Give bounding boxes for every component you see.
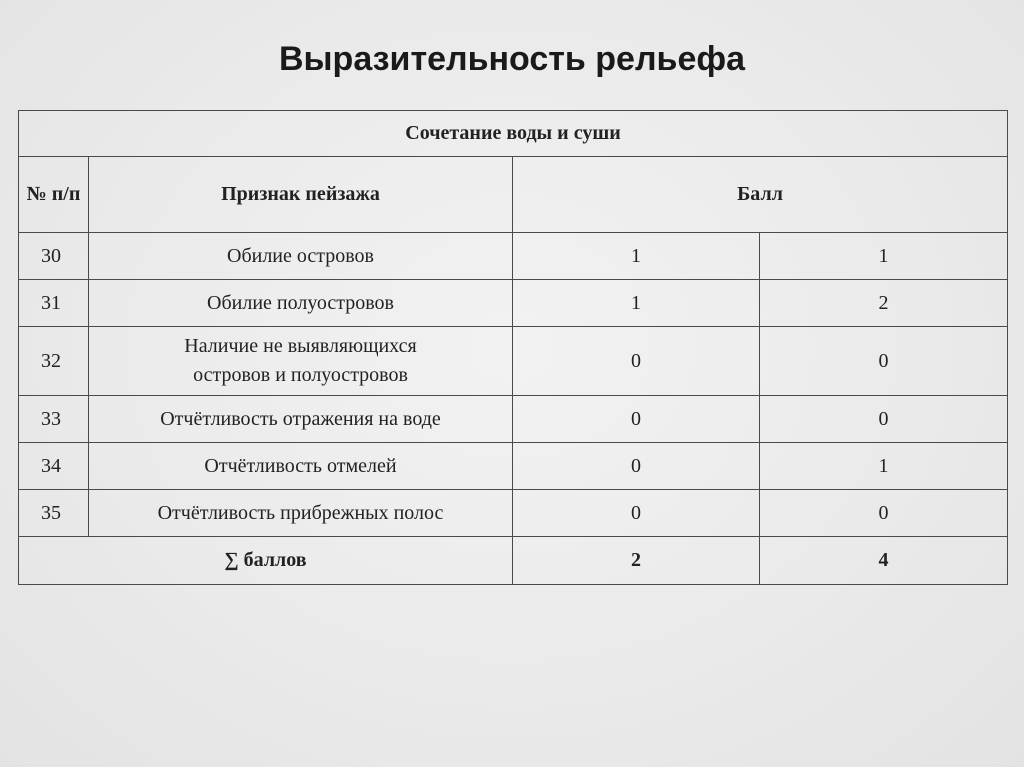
table-row bbox=[19, 490, 1008, 537]
row-number: 32 bbox=[19, 327, 89, 396]
column-header-number: № п/п bbox=[19, 157, 89, 233]
row-score-1: 0 bbox=[513, 327, 760, 396]
row-score-2: 2 bbox=[760, 280, 1008, 327]
section-header-row bbox=[19, 111, 1008, 157]
row-score-2: 1 bbox=[760, 443, 1008, 490]
row-number: 30 bbox=[19, 233, 89, 280]
row-score-1: 0 bbox=[513, 490, 760, 537]
row-number: 33 bbox=[19, 396, 89, 443]
row-score-2: 1 bbox=[760, 233, 1008, 280]
slide-title: Выразительность рельефа bbox=[278, 40, 746, 78]
row-feature: Отчётливость отмелей bbox=[89, 443, 513, 490]
row-score-2: 0 bbox=[760, 327, 1008, 396]
total-score-2: 4 bbox=[760, 537, 1008, 585]
row-feature: Отчётливость прибрежных полос bbox=[89, 490, 513, 537]
row-feature: Отчётливость отражения на воде bbox=[89, 396, 513, 443]
row-score-1: 1 bbox=[513, 233, 760, 280]
row-feature: Обилие островов bbox=[89, 233, 513, 280]
total-score-1: 2 bbox=[513, 537, 760, 585]
table-row bbox=[19, 327, 1008, 396]
column-header-score: Балл bbox=[513, 157, 1008, 233]
table-row bbox=[19, 396, 1008, 443]
table-row bbox=[19, 280, 1008, 327]
column-header-feature: Признак пейзажа bbox=[89, 157, 513, 233]
column-header-row bbox=[19, 157, 1008, 233]
landscape-scores-table bbox=[18, 110, 1008, 585]
row-score-2: 0 bbox=[760, 396, 1008, 443]
row-score-1: 0 bbox=[513, 443, 760, 490]
table-row bbox=[19, 233, 1008, 280]
table-row bbox=[19, 443, 1008, 490]
section-header: Сочетание воды и суши bbox=[19, 111, 1008, 157]
total-label: ∑ баллов bbox=[19, 537, 513, 585]
row-number: 34 bbox=[19, 443, 89, 490]
row-feature: Обилие полуостровов bbox=[89, 280, 513, 327]
row-number: 31 bbox=[19, 280, 89, 327]
row-score-2: 0 bbox=[760, 490, 1008, 537]
row-number: 35 bbox=[19, 490, 89, 537]
row-score-1: 1 bbox=[513, 280, 760, 327]
total-row bbox=[19, 537, 1008, 585]
row-score-1: 0 bbox=[513, 396, 760, 443]
row-feature: Наличие не выявляющихся островов и полуостровов bbox=[89, 327, 513, 396]
